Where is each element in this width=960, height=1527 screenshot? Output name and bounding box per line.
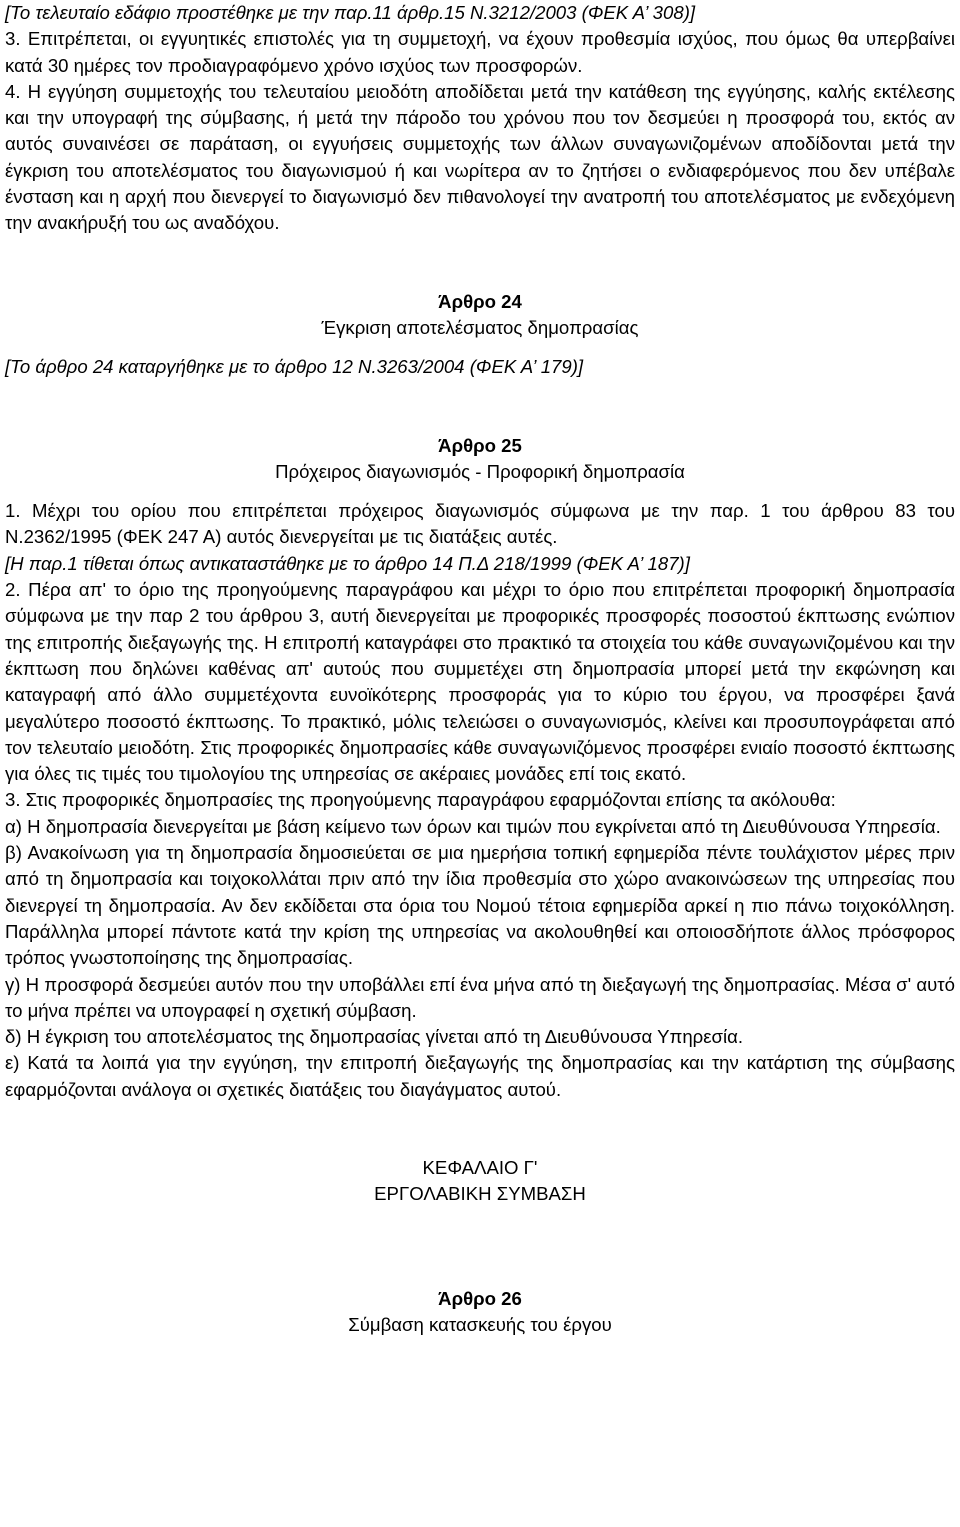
article-25-item-a: α) Η δημοπρασία διενεργείται με βάση κείμενο των όρων και τιμών που εγκρίνεται από τη Διευθύνουσα Υπηρεσία. [5,815,941,837]
chapter-title: ΚΕΦΑΛΑΙΟ Γ' [422,1156,538,1178]
article-25-subtitle: Πρόχειρος διαγωνισμός - Προφορική δημοπρασία [275,460,685,482]
article-25-item-b: β) Ανακοίνωση για τη δημοπρασία δημοσιεύεται σε μια ημερήσια τοπική εφημερίδα πέντε τουλάχιστον μέρες πριν από τη δημοπρασία και τοιχοκολλάται πριν από την ίδια προθεσμία στο χώρο ανακοινώσεων της υπηρεσίας που διενεργεί τη δημοπρασία. Αν δεν εκδίδεται στα όρια του Νομού τέτοια εφημερίδα αρκεί η πιο πάνω τοιχοκόλληση. Παράλληλα μπορεί πάντοτε κατά την κρίση της υπηρεσίας να ακολουθηθεί και οποιοσδήποτε άλλος πρόσφορος τρόπος γνωστοποίησης της δημοπρασίας. [5,842,955,969]
article-25-paragraph-2: 2. Πέρα απ' το όριο της προηγούμενης παραγράφου και μέχρι το όριο που επιτρέπεται προφορική δημοπρασία σύμφωνα με την παρ 2 του άρθρου 3, αυτή διενεργείται με προφορικές προσφορές ποσοστού έκπτωσης ενώπιον της επιτροπής διεξαγωγής της. Η επιτροπή καταγράφει στο πρακτικό τα στοιχεία του κάθε συναγωνιζομένου και την έκπτωση που δηλώνει καθένας απ' αυτούς που συμμετέχει στη δημοπρασία μπορεί μετά την εκφώνηση και καταγραφή από άλλο συμμετέχοντα ευνοϊκότερης προσφοράς για το κύριο του έργου, να προσφέρει ξανά μεγαλύτερο ποσοστό έκπτωσης. Το πρακτικό, μόλις τελειώσει ο συναγωνισμός, κλείνει και προσυπογράφεται από τον τελευταίο μειοδότη. Στις προφορικές δημοπρασίες κάθε συναγωνιζόμενος προσφέρει ενιαίο ποσοστό έκπτωσης για όλες τις τιμές του τιμολογίου της υπηρεσίας σε ακέραιες μονάδες επί τοις εκατό. [5,579,955,785]
article-25-item-d: δ) Η έγκριση του αποτελέσματος της δημοπρασίας γίνεται από τη Διευθύνουσα Υπηρεσία. [5,1026,744,1048]
paragraph-3: 3. Επιτρέπεται, οι εγγυητικές επιστολές για τη συμμετοχή, να έχουν προθεσμία ισχύος, που όμως θα υπερβαίνει κατά 30 ημέρες τον προδιαγραφόμενο χρόνο ισχύος των προσφορών. [5,28,955,76]
spacer [5,1208,955,1260]
spacer [5,1103,955,1155]
spacer [5,341,955,354]
spacer [5,1260,955,1286]
article-25-title: Άρθρο 25 [438,434,522,456]
paragraph-4: 4. Η εγγύηση συμμετοχής του τελευταίου μειοδότη αποδίδεται μετά την κατάθεση της εγγύησης, καλής εκτέλεσης και την υπογραφή της σύμβασης, ή μετά την πάροδο του χρόνου που τον δεσμεύει η προσφορά του, εκτός αν αυτός συναινέσει σε παράταση, οι εγγυήσεις συμμετοχής των άλλων συναγωνιζομένων αποδίδονται μετά την έγκριση του αποτελέσματος του διαγωνισμού ή και νωρίτερα αν το ζητήσει ο ενδιαφερόμενος που δεν υπέβαλε ένσταση και η αρχή που διενεργεί το διαγωνισμό δεν πιθανολογεί την ανατροπή του αποτελέσματος με ενδεχόμενη την ανακήρυξή του ως αναδόχου. [5,80,955,234]
amendment-note: [Το τελευταίο εδάφιο προστέθηκε με την παρ.11 άρθρ.15 Ν.3212/2003 (ΦΕΚ Α’ 308)] [5,2,696,23]
article-25-paragraph-1-note: [Η παρ.1 τίθεται όπως αντικαταστάθηκε με το άρθρο 14 Π.Δ 218/1999 (ΦΕΚ Α’ 187)] [5,552,690,574]
article-25-paragraph-1: 1. Μέχρι του ορίου που επιτρέπεται πρόχειρος διαγωνισμός σύμφωνα με την παρ. 1 του άρθρου 83 του Ν.2362/1995 (ΦΕΚ 247 Α) αυτός διενεργείται με τις διατάξεις αυτές. [5,500,955,548]
article-26-title: Άρθρο 26 [438,1287,522,1309]
article-25-item-c: γ) Η προσφορά δεσμεύει αυτόν που την υποβάλλει επί ένα μήνα από τη διεξαγωγή της δημοπρασίας. Μέσα σ' αυτό το μήνα πρέπει να υπογραφεί η σχετική σύμβαση. [5,973,955,1021]
article-24-repeal-note: [Το άρθρο 24 καταργήθηκε με το άρθρο 12 Ν.3263/2004 (ΦΕΚ Α’ 179)] [5,356,584,378]
spacer [5,237,955,289]
article-26-subtitle: Σύμβαση κατασκευής του έργου [348,1313,612,1335]
spacer [5,485,955,498]
chapter-subtitle: ΕΡΓΟΛΑΒΙΚΗ ΣΥΜΒΑΣΗ [374,1183,586,1205]
article-25-item-e: ε) Κατά τα λοιπά για την εγγύηση, την επιτροπή διεξαγωγής της δημοπρασίας και την κατάρτιση της σύμβασης εφαρμόζονται ανάλογα οι σχετικές διατάξεις του διαγάγματος αυτού. [5,1052,955,1100]
document-page [5,0,955,1338]
article-24-subtitle: Έγκριση αποτελέσματος δημοπρασίας [321,316,639,338]
article-25-paragraph-3: 3. Στις προφορικές δημοπρασίες της προηγούμενης παραγράφου εφαρμόζονται επίσης τα ακόλουθα: [5,789,836,811]
article-24-title: Άρθρο 24 [438,290,522,312]
spacer [5,381,955,433]
